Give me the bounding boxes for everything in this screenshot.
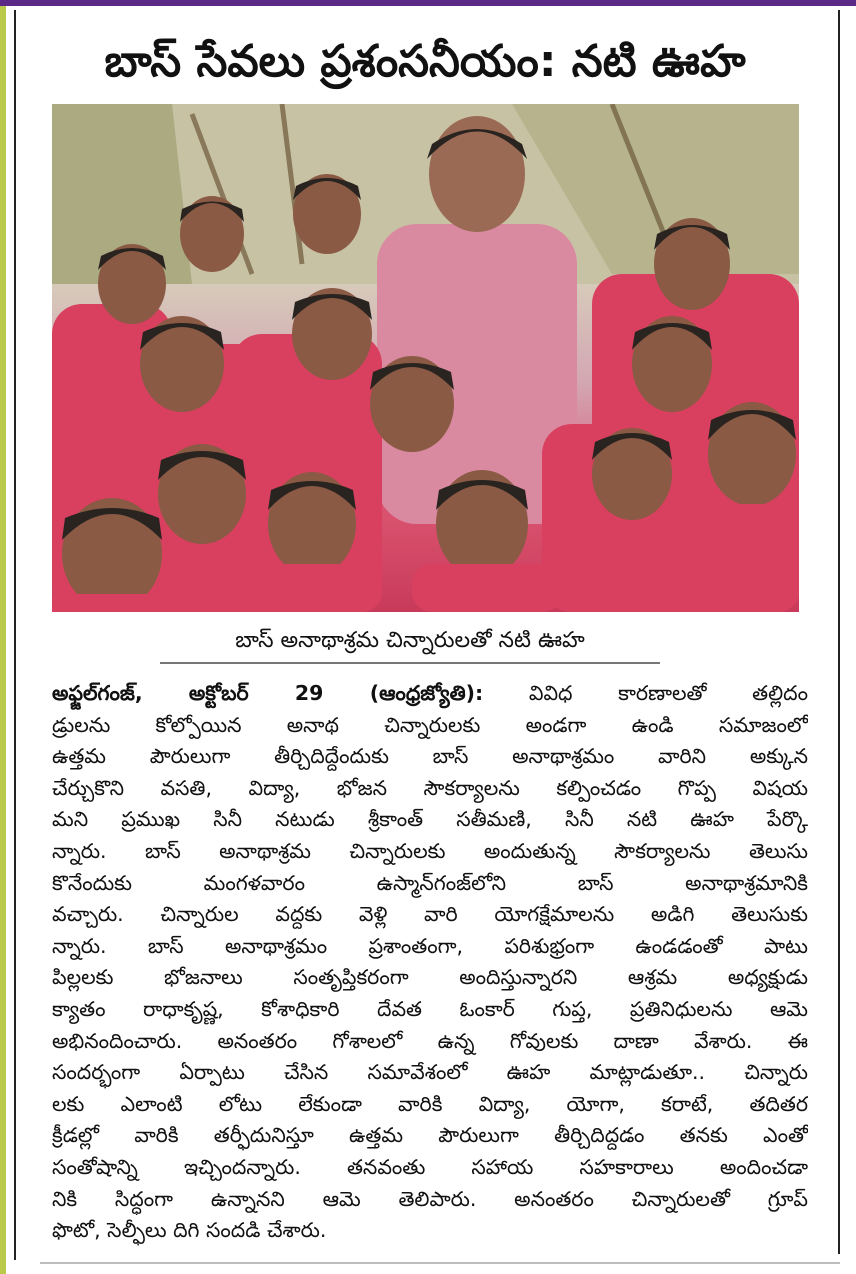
right-column-rule bbox=[838, 10, 840, 1254]
article-line: క్యాతం రాధాకృష్ణ, కోశాధికారి దేవత ఓంకార్ గుప్త, ప్రతినిధులను ఆమె bbox=[52, 996, 808, 1021]
left-column-rule bbox=[14, 10, 16, 1260]
news-photo bbox=[52, 104, 799, 612]
article-line: చేర్చుకొని వసతి, విద్యా, భోజన సౌకర్యాలను కల్పించడం గొప్ప విషయ bbox=[52, 775, 808, 800]
photo-caption: బాస్ అనాథాశ్రమ చిన్నారులతో నటి ఊహ bbox=[235, 628, 585, 653]
left-edge-bar bbox=[0, 6, 6, 1274]
article-line: నికి సిద్ధంగా ఉన్నానని ఆమె తెలిపారు. అనంతరం చిన్నారులతో గ్రూప్ bbox=[52, 1186, 808, 1211]
article-line: లకు ఎలాంటి లోటు లేకుండా వారికి విద్యా, యోగా, కరాటే, తదితర bbox=[52, 1091, 808, 1116]
article-first-line bbox=[52, 678, 808, 710]
dateline: అఫ్జల్‌గంజ్, అక్టోబర్ 29 (ఆంధ్రజ్యోతి): bbox=[52, 681, 484, 705]
caption-underline bbox=[160, 662, 660, 664]
article-line: న్నారు. బాస్ అనాథాశ్రమం ప్రశాంతంగా, పరిశుభ్రంగా ఉండడంతో పాటు bbox=[52, 933, 808, 958]
article-line: అభినందించారు. అనంతరం గోశాలలో ఉన్న గోవులకు దాణా వేశారు. ఈ bbox=[52, 1028, 808, 1053]
article-line: ఫొటో, సెల్ఫీలు దిగి సందడి చేశారు. bbox=[52, 1218, 327, 1243]
article-body bbox=[52, 678, 808, 1248]
article-line: సందర్భంగా ఏర్పాటు చేసిన సమావేశంలో ఊహ మాట్లాడుతూ.. చిన్నారు bbox=[52, 1060, 808, 1085]
group-photo-illustration bbox=[52, 104, 799, 612]
article-line: ఉత్తమ పౌరులుగా తీర్చిదిద్దేందుకు బాస్ అనాథాశ్రమం వారిని అక్కున bbox=[52, 744, 808, 769]
article-line: వచ్చారు. చిన్నారుల వద్దకు వెళ్లి వారి యోగక్షేమాలను అడిగి తెలుసుకు bbox=[52, 902, 808, 927]
article-line: న్నారు. బాస్ అనాథాశ్రమ చిన్నారులకు అందుతున్న సౌకర్యాలను తెలుసు bbox=[52, 838, 808, 863]
article-line: డ్రులను కోల్పోయిన అనాథ చిన్నారులకు అండగా ఉండి సమాజంలో bbox=[52, 712, 808, 737]
first-line-text: వివిధ కారణాలతో తల్లిదం bbox=[483, 681, 808, 705]
article-line: సంతోషాన్ని ఇచ్చిందన్నారు. తనవంతు సహాయ సహకారాలు అందించడా bbox=[52, 1154, 808, 1179]
top-border bbox=[0, 0, 856, 6]
article-line: పిల్లలకు భోజనాలు సంతృప్తికరంగా అందిస్తున్నారని ఆశ్రమ అధ్యక్షుడు bbox=[52, 965, 808, 990]
headline: బాస్ సేవలు ప్రశంసనీయం: నటి ఊహ bbox=[104, 36, 746, 87]
bottom-rule bbox=[40, 1262, 840, 1264]
article-line: కొనేందుకు మంగళవారం ఉస్మాన్‌గంజ్‌లోని బాస్ అనాథాశ్రమానికి bbox=[52, 870, 808, 895]
article-line: మని ప్రముఖ సినీ నటుడు శ్రీకాంత్ సతీమణి, సినీ నటి ఊహ పేర్కొ bbox=[52, 807, 808, 832]
article-line: క్రీడల్లో వారికి తర్ఫీదునిస్తూ ఉత్తమ పౌరులుగా తీర్చిదిద్దడం తనకు ఎంతో bbox=[52, 1123, 808, 1148]
